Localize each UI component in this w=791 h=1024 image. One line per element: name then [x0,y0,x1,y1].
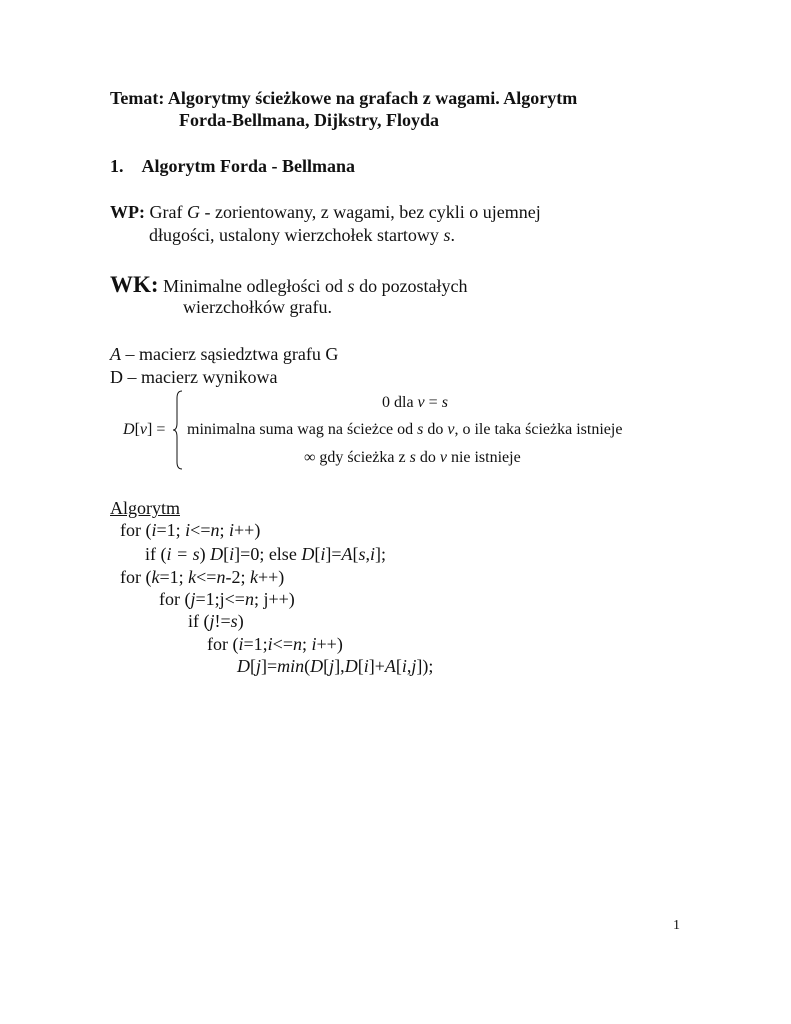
code-text: [ [352,544,359,564]
code-text: ++) [316,634,343,654]
definition-d: D – macierz wynikowa [110,367,278,387]
code-text: [ [250,656,256,676]
code-symbol: i [311,634,317,654]
case-text: minimalna suma wag na ścieżce od [187,421,418,438]
code-symbol: i [185,520,191,540]
code-symbol: s [230,611,238,631]
code-line-7 [237,656,433,677]
code-symbol: i [320,544,326,564]
code-symbol: j [329,656,335,676]
code-text: -2; [225,567,250,587]
code-symbol: j [209,611,215,631]
code-symbol: n [244,589,254,609]
section-heading [110,156,355,177]
code-text: for ( [159,589,191,609]
code-line-3 [120,567,284,588]
wp-line2 [149,225,455,246]
case-text: nie istnieje [446,449,521,466]
case-text: ∞ gdy ścieżka z [304,449,410,466]
symbol-a: A [110,344,121,364]
code-symbol: j [411,656,417,676]
code-text: != [214,611,231,631]
code-text: =1; [243,634,268,654]
curly-brace [172,390,184,470]
code-symbol: D [310,656,324,676]
wk-text: do pozostałych [354,276,468,296]
code-text: ; [219,520,229,540]
symbol-v: v [139,421,147,438]
code-symbol: min [277,656,305,676]
code-text: ; j++) [253,589,295,609]
code-text: ]; [375,544,387,564]
page-number: 1 [673,918,680,933]
algorithm-heading: Algorytm [110,498,180,518]
symbol-v: v [417,394,425,411]
page-title-line2: Forda-Bellmana, Dijkstry, Floyda [179,110,439,130]
code-text: for ( [207,634,239,654]
code-symbol: k [188,567,197,587]
code-symbol: D [344,656,358,676]
wp-text: . [450,225,455,245]
symbol-v: v [439,449,447,466]
wp-symbol-g: G [186,202,200,222]
code-symbol: k [151,567,160,587]
code-text: for ( [120,567,152,587]
code-text: ]); [416,656,434,676]
code-line-5 [188,611,244,632]
code-symbol: i [229,544,235,564]
code-symbol: A [341,544,353,564]
wp-text: - zorientowany, z wagami, bez cykli o ujemnej [199,202,541,222]
code-text: [ [395,656,402,676]
wk-text: Minimalne odległości od [158,276,348,296]
code-symbol: i [370,544,376,564]
case-text: 0 dla [382,394,418,411]
bracket: [ [134,421,140,438]
code-text: [ [314,544,321,564]
code-symbol: D [237,656,250,676]
code-symbol: i [363,656,369,676]
code-text: <= [190,520,211,540]
wp-text: długości, ustalony wierzchołek startowy [149,225,444,245]
definition-a [110,344,338,365]
code-symbol: i [151,520,157,540]
code-symbol: i [401,656,407,676]
code-text: , [365,544,370,564]
code-text: ( [304,656,311,676]
code-text: ]+ [368,656,385,676]
code-symbol: i = s [166,544,200,564]
code-text: [ [223,544,230,564]
code-line-1 [120,520,260,541]
bracket: ] = [147,421,166,438]
section-number: 1. [110,156,124,176]
code-symbol: n [216,567,226,587]
symbol-s: s [409,449,416,466]
code-text: if ( [188,611,210,631]
code-symbol: i [238,634,244,654]
page-title-line1: Temat: Algorytmy ścieżkowe na grafach z wagami. Algorytm [110,88,578,108]
formula-case-2 [187,421,622,439]
code-symbol: D [301,544,315,564]
code-symbol: A [384,656,396,676]
code-text: ++) [257,567,285,587]
wk-symbol-s: s [347,276,355,296]
code-text: ; [301,634,312,654]
code-text: <= [196,567,217,587]
symbol-d: D [123,421,135,438]
section-title: Algorytm Forda - Bellmana [141,156,355,176]
symbol-v: v [447,421,455,438]
code-symbol: i [229,520,235,540]
wp-symbol-s: s [443,225,451,245]
code-text: ++) [234,520,261,540]
code-text: if ( [145,544,167,564]
code-symbol: j [190,589,196,609]
code-symbol: j [256,656,262,676]
code-line-4 [159,589,295,610]
code-symbol: n [210,520,220,540]
code-text: ]= [261,656,278,676]
code-line-6 [207,634,343,655]
code-symbol: D [210,544,224,564]
code-line-2 [145,544,386,565]
code-text: =1; [156,520,186,540]
wp-text: Graf [145,202,187,222]
code-text: ) [237,611,244,631]
case-text: do [415,449,440,466]
case-text: = [424,394,442,411]
case-text: , o ile taka ścieżka istnieje [454,421,623,438]
code-symbol: k [249,567,258,587]
code-symbol: i [267,634,273,654]
wp-line1 [110,202,541,223]
code-text: =1; [159,567,189,587]
code-text: =1;j<= [195,589,245,609]
wp-label: WP: [110,202,145,222]
code-text: ]= [325,544,342,564]
code-symbol: s [358,544,366,564]
formula-case-3 [304,449,521,467]
symbol-s: s [417,421,424,438]
code-text: [ [357,656,364,676]
case-text: do [423,421,448,438]
wk-label: WK: [110,272,159,297]
code-text: ]=0; else [234,544,302,564]
formula-case-1 [382,394,448,412]
code-text: <= [272,634,293,654]
code-text: ], [334,656,345,676]
code-symbol: n [292,634,302,654]
formula-lhs [123,421,165,439]
code-text: ) [199,544,211,564]
code-text: , [406,656,412,676]
wk-line2: wierzchołków grafu. [183,297,332,317]
definition-text: – macierz sąsiedztwa grafu G [121,344,339,364]
symbol-s: s [441,394,448,411]
code-text: for ( [120,520,152,540]
wk-line1 [110,272,468,298]
code-text: [ [323,656,330,676]
